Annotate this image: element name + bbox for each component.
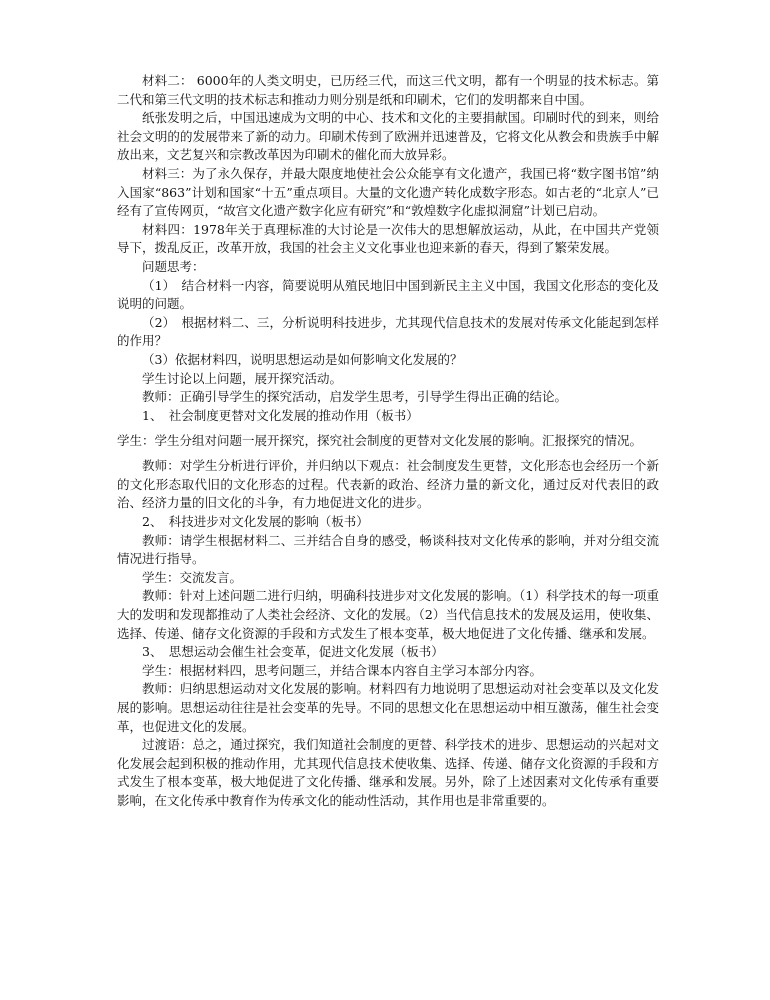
document-page (117, 72, 659, 811)
paragraph-teacher-summary-thought: 教师：归纳思想运动对文化发展的影响。材料四有力地说明了思想运动对社会变革以及文化发展的影响。思想运动往往是社会变革的先导。不同的思想文化在思想运动中相互激荡，催生社会变革，也促进文化的发展。 (117, 681, 659, 734)
paragraph-student-self-study: 学生：根据材料四，思考问题三，并结合课本内容自主学习本部分内容。 (142, 662, 543, 678)
section-heading-2: 2、 科技进步对文化发展的影响（板书） (142, 514, 369, 530)
paragraph-teacher-evaluate: 教师：对学生分析进行评价，并归纳以下观点：社会制度发生更替，文化形态也会经历一个新的文化形态取代旧的文化形态的过程。代表新的政治、经济力量的新文化，通过反对代表旧的政治、经济力量的旧文化的斗争，有力地促进文化的进步。 (117, 458, 659, 511)
paragraph-material-4: 材料四：1978年关于真理标准的大讨论是一次伟大的思想解放运动，从此，在中国共产党领导下，拨乱反正，改革开放，我国的社会主义文化事业也迎来新的春天，得到了繁荣发展。 (117, 221, 659, 256)
paragraph-teacher-guidance: 教师：正确引导学生的探究活动，启发学生思考，引导学生得出正确的结论。 (142, 389, 568, 405)
paragraph-teacher-summary-tech: 教师：针对上述问题二进行归纳，明确科技进步对文化发展的影响。（1）科学技术的每一项重大的发明和发现都推动了人类社会经济、文化的发展。（2）当代信息技术的发展及运用，使收集、选择、传递、储存文化资源的手段和方式发生了根本变革，极大地促进了文化传播、继承和发展。 (117, 588, 659, 641)
paragraph-paper-printing: 纸张发明之后，中国迅速成为文明的中心、技术和文化的主要捐献国。印刷时代的到来，则给社会文明的的发展带来了新的动力。印刷术传到了欧洲并迅速普及，它将文化从教会和贵族手中解放出来，文艺复兴和宗教改革因为印刷术的催化而大放异彩。 (117, 110, 659, 163)
paragraph-student-discussion: 学生讨论以上问题，展开探究活动。 (142, 370, 343, 386)
paragraph-teacher-request: 教师：请学生根据材料二、三并结合自身的感受，畅谈科技对文化传承的影响，并对分组交流情况进行指导。 (117, 532, 659, 567)
paragraph-question-1: （1） 结合材料一内容，简要说明从殖民地旧中国到新民主主义中国，我国文化形态的变化及说明的问题。 (117, 277, 659, 312)
paragraph-student-explore: 学生：学生分组对问题一展开探究，探究社会制度的更替对文化发展的影响。汇报探究的情况。 (117, 433, 643, 449)
section-heading-3: 3、 思想运动会催生社会变革，促进文化发展（板书） (142, 644, 444, 660)
paragraph-question-2: （2） 根据材料二、三，分析说明科技进步，尤其现代信息技术的发展对传承文化能起到怎样的作用？ (117, 314, 659, 349)
paragraph-question-3: （3）依据材料四，说明思想运动是如何影响文化发展的？ (142, 351, 463, 367)
paragraph-transition: 过渡语：总之，通过探究，我们知道社会制度的更替、科学技术的进步、思想运动的兴起对文化发展会起到积极的推动作用，尤其现代信息技术使收集、选择、传递、储存文化资源的手段和方式发生了根本变革，极大地促进了文化传播、继承和发展。另外，除了上述因素对文化传承有重要影响，在文化传承中教育作为传承文化的能动性活动，其作用也是非常重要的。 (117, 737, 659, 808)
paragraph-student-speak: 学生：交流发言。 (142, 569, 243, 585)
paragraph-material-3: 材料三：为了永久保存，并最大限度地使社会公众能享有文化遗产，我国已将“数字图书馆”纳入国家“863”计划和国家“十五”重点项目。大量的文化遗产转化成数字形态。如古老的“北京人”已经有了宣传网页，“故宫文化遗产数字化应有研究”和“敦煌数字化虚拟洞窟”计划已启动。 (117, 165, 659, 219)
paragraph-material-2: 材料二： 6000年的人类文明史，已历经三代，而这三代文明，都有一个明显的技术标志。第二代和第三代文明的技术标志和推动力则分别是纸和印刷术，它们的发明都来自中国。 (117, 73, 659, 107)
section-heading-1: 1、 社会制度更替对文化发展的推动作用（板书） (142, 407, 419, 423)
paragraph-questions-heading: 问题思考： (142, 258, 205, 274)
